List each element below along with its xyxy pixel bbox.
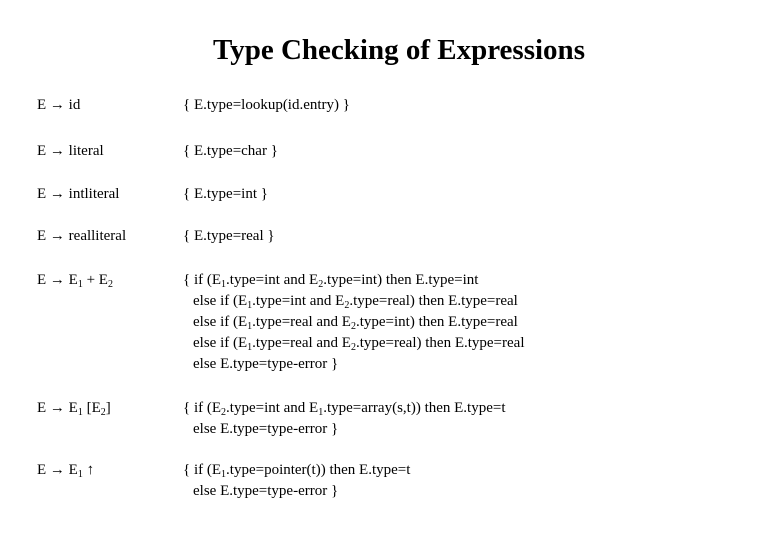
action-line: else if ($E_1.type=int$ and $E_2.type=real$) then E.type=real	[193, 293, 518, 311]
action-line: else E.type=type-error }	[193, 483, 339, 499]
semantic-action-e-id	[183, 95, 350, 116]
semantic-action-e-deref	[183, 460, 410, 502]
action-line: else if ($E_1.type=real$ and $E_2.type=int$) then E.type=real	[193, 314, 518, 332]
semantic-action-e-literal	[183, 141, 278, 162]
semantic-action-e-plus	[183, 270, 525, 375]
action-line: { if ($E_1.type=int$ and $E_2.type=int$) then E.type=int	[183, 272, 479, 290]
action-line: { E.type=lookup(id.entry) }	[183, 97, 350, 113]
page-title: Type Checking of Expressions	[213, 34, 585, 66]
production-e-deref: $E \to E_1$ ↑	[37, 462, 95, 480]
action-line: { if ($E_2.type=int$ and $E_1.type=array(s,t)$) then E.type=t	[183, 400, 506, 418]
action-line: { E.type=char }	[183, 143, 278, 159]
action-line: { E.type=real }	[183, 228, 275, 244]
production-e-plus: $E \to E_1 + E_2$	[37, 272, 113, 290]
production-e-literal: E → literal	[37, 143, 104, 159]
production-e-realliteral: E → realliteral	[37, 228, 127, 244]
action-line: else E.type=type-error }	[193, 421, 339, 437]
production-e-intliteral: E → intliteral	[37, 186, 120, 202]
action-line: { if $(E_1.type=pointer(t))$ then E.type=t	[183, 462, 411, 480]
action-line: { E.type=int }	[183, 186, 268, 202]
semantic-action-e-array-index	[183, 398, 506, 440]
production-e-array-index: $E \to E_1$ $[E_2]$	[37, 400, 111, 418]
production-e-id: E → id	[37, 97, 81, 113]
action-line: else if ($E_1.type=real$ and $E_2.type=real$) then E.type=real	[193, 335, 525, 353]
action-line: else E.type=type-error }	[193, 356, 339, 372]
semantic-action-e-intliteral	[183, 184, 268, 205]
semantic-action-e-realliteral	[183, 226, 275, 247]
